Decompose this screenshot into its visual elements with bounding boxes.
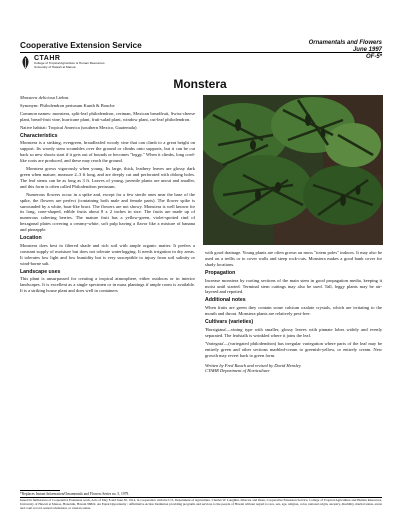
heading-additional-notes: Additional notes — [205, 297, 246, 304]
service-name: Cooperative Extension Service — [20, 40, 142, 50]
page-title: Monstera — [173, 77, 227, 91]
service-header — [20, 40, 190, 50]
series-name: Ornamentals and Flowers — [308, 40, 382, 46]
propagation-text: Increase monstera by rooting sections of the main stem in good propagation media, keeping it moist until started. Terminal stem cuttings may also be used. Tall, leggy plants may be air-layered and repotted. — [205, 277, 382, 295]
ctahr-wordmark: CTAHR — [34, 55, 61, 62]
footnote-rule — [20, 490, 60, 491]
publication-code: OF-5* — [365, 54, 382, 60]
landscape-text: This plant is unsurpassed for creating a tropical atmosphere, either outdoors or in interior landscapes. It is excellent as a single specimen or in mass plantings if ample room is available. It is a striking house plant and does well in containers — [20, 276, 195, 294]
species-author: Liebm. — [56, 95, 70, 100]
heading-propagation: Propagation — [205, 269, 236, 276]
ctahr-logo-icon — [20, 56, 31, 69]
heading-cultivars: Cultivars (varieties) — [205, 319, 254, 326]
heading-location: Location — [20, 235, 42, 242]
college-name: College of Tropical Agriculture & Human Resources University of Hawai'i at Manoa — [34, 61, 105, 69]
author-credit: Written by Fred Rauch and revised by David Hensley CTAHR Department of Horticulture — [205, 362, 301, 374]
native-habitat: Native habitat: Tropical America (southern Mexico, Guatemala) — [20, 124, 137, 130]
right-column — [205, 250, 382, 374]
footnote: *Replaces Instant Information/Ornamentals and Flowers Series no. 5, 1979. — [20, 492, 130, 496]
heading-landscape-uses: Landscape uses — [20, 268, 61, 275]
characteristics-p2: Monstera grows vigorously when young. Its large, thick, leathery leaves are glossy dark green when mature, measure 2–3 ft long, and are deeply cut and perforated with oblong holes. The leaf stems can be as long as 3 ft. Leaves of young, juvenile plants are uncut and smaller, and this form is often called Philodendron pertusum. — [20, 166, 195, 189]
footer-disclaimer: Issued in furtherance of Cooperative Extension work, Acts of May 8 and June 30, 1914, in cooperation with the U.S. Department of Agriculture. Charles W. Laughlin, Director and Dean, Cooperative Extension Service, College of Tropical Agriculture and Human Resources, University of Hawaii at Manoa, Honolulu, Hawaii 96822. An Equal Opportunity / Affirmative Action Institution providing programs and services to the people of Hawaii without regard to race, sex, age, religion, color, national origin, ancestry, disability, marital status, arrest and court record, sexual orientation, or veteran status. — [20, 498, 382, 510]
location-text: Monstera does best in filtered shade and rich soil with ample organic matter. It prefers a constant supply of moisture but does not tolerate waterlogging. It needs irrigation in dry areas. It tolerates low light and low humidity but is very susceptible to injury from soil salinity or wind-borne salt. — [20, 242, 195, 266]
common-names: Common names: monstera, split-leaf philodendron, ceriman, Mexican breadfruit, Swiss-cheese plant, bread-fruit vine, hurricane plant, fruit-salad plant, window plant, cut-leaf philodendron. — [20, 110, 195, 122]
monstera-photo — [203, 95, 383, 245]
left-column — [20, 95, 195, 296]
monstera-leaves-image — [203, 95, 383, 245]
ctahr-logo — [20, 55, 180, 71]
landscape-continued: with good drainage. Young plants are often grown on moss "totem poles" indoors. It may also be used on a trellis or to cover walls and steep rock-cuts. Monstera makes a good bank cover for shady locations. — [205, 250, 382, 267]
species-name: Monstera deliciosa — [20, 95, 55, 100]
characteristics-p1: Monstera is a striking, evergreen, broadleafed woody vine that can climb to a great height on support. Its woody stem scrambles over the ground or climbs onto supports, but it can be cut back so new shoots start if it gets out of bounds or becomes "leggy." When it climbs, long cord-like roots are produced, and these may reach the ground. — [20, 140, 195, 164]
additional-notes-text: When fruits are green they contain some calcium oxalate crystals, which are irritating to the mouth and throat. Monstera plants are relatively pest-free. — [205, 305, 382, 317]
characteristics-p3: Numerous flowers occur in a spike and, except for a few sterile ones near the base of the spike, the flowers are perfect (containing both male and female parts). The flower spike is surrounded by a white, boat-like bract. The flowers are not showy. Monstera is well known for its long, cone-shaped, edible fruits about 8 x 2 inches in size. The fruits are made up of numerous cohering berries. The mature fruit has a yellow-green, violet-spotted rind of hexagonal plates covering a creamy-white, soft pulp having a flavor like a mixture of banana and pineapple. — [20, 191, 195, 233]
heading-characteristics: Characteristics — [20, 132, 58, 139]
publication-info — [309, 40, 382, 61]
cultivar-borsigiana: 'Borsigiana'—vining type with smaller, glossy leaves with pinnate lobes widely and evenly separated. The leafstalk is wrinkled where it joins the leaf. — [205, 326, 382, 338]
cultivar-variegata: 'Variegata'—(variegated philodendron) has irregular variegation where parts of the leaf may be entirely green and other sections marbled-cream to greenish-yellow, or entirely cream. New growth may revert back to green form. — [205, 340, 382, 358]
publication-date: June 1997 — [352, 47, 382, 53]
species-line — [20, 95, 195, 101]
synonym: Synonym: Philodendron pertusum Kunth & Bouche — [20, 102, 115, 108]
